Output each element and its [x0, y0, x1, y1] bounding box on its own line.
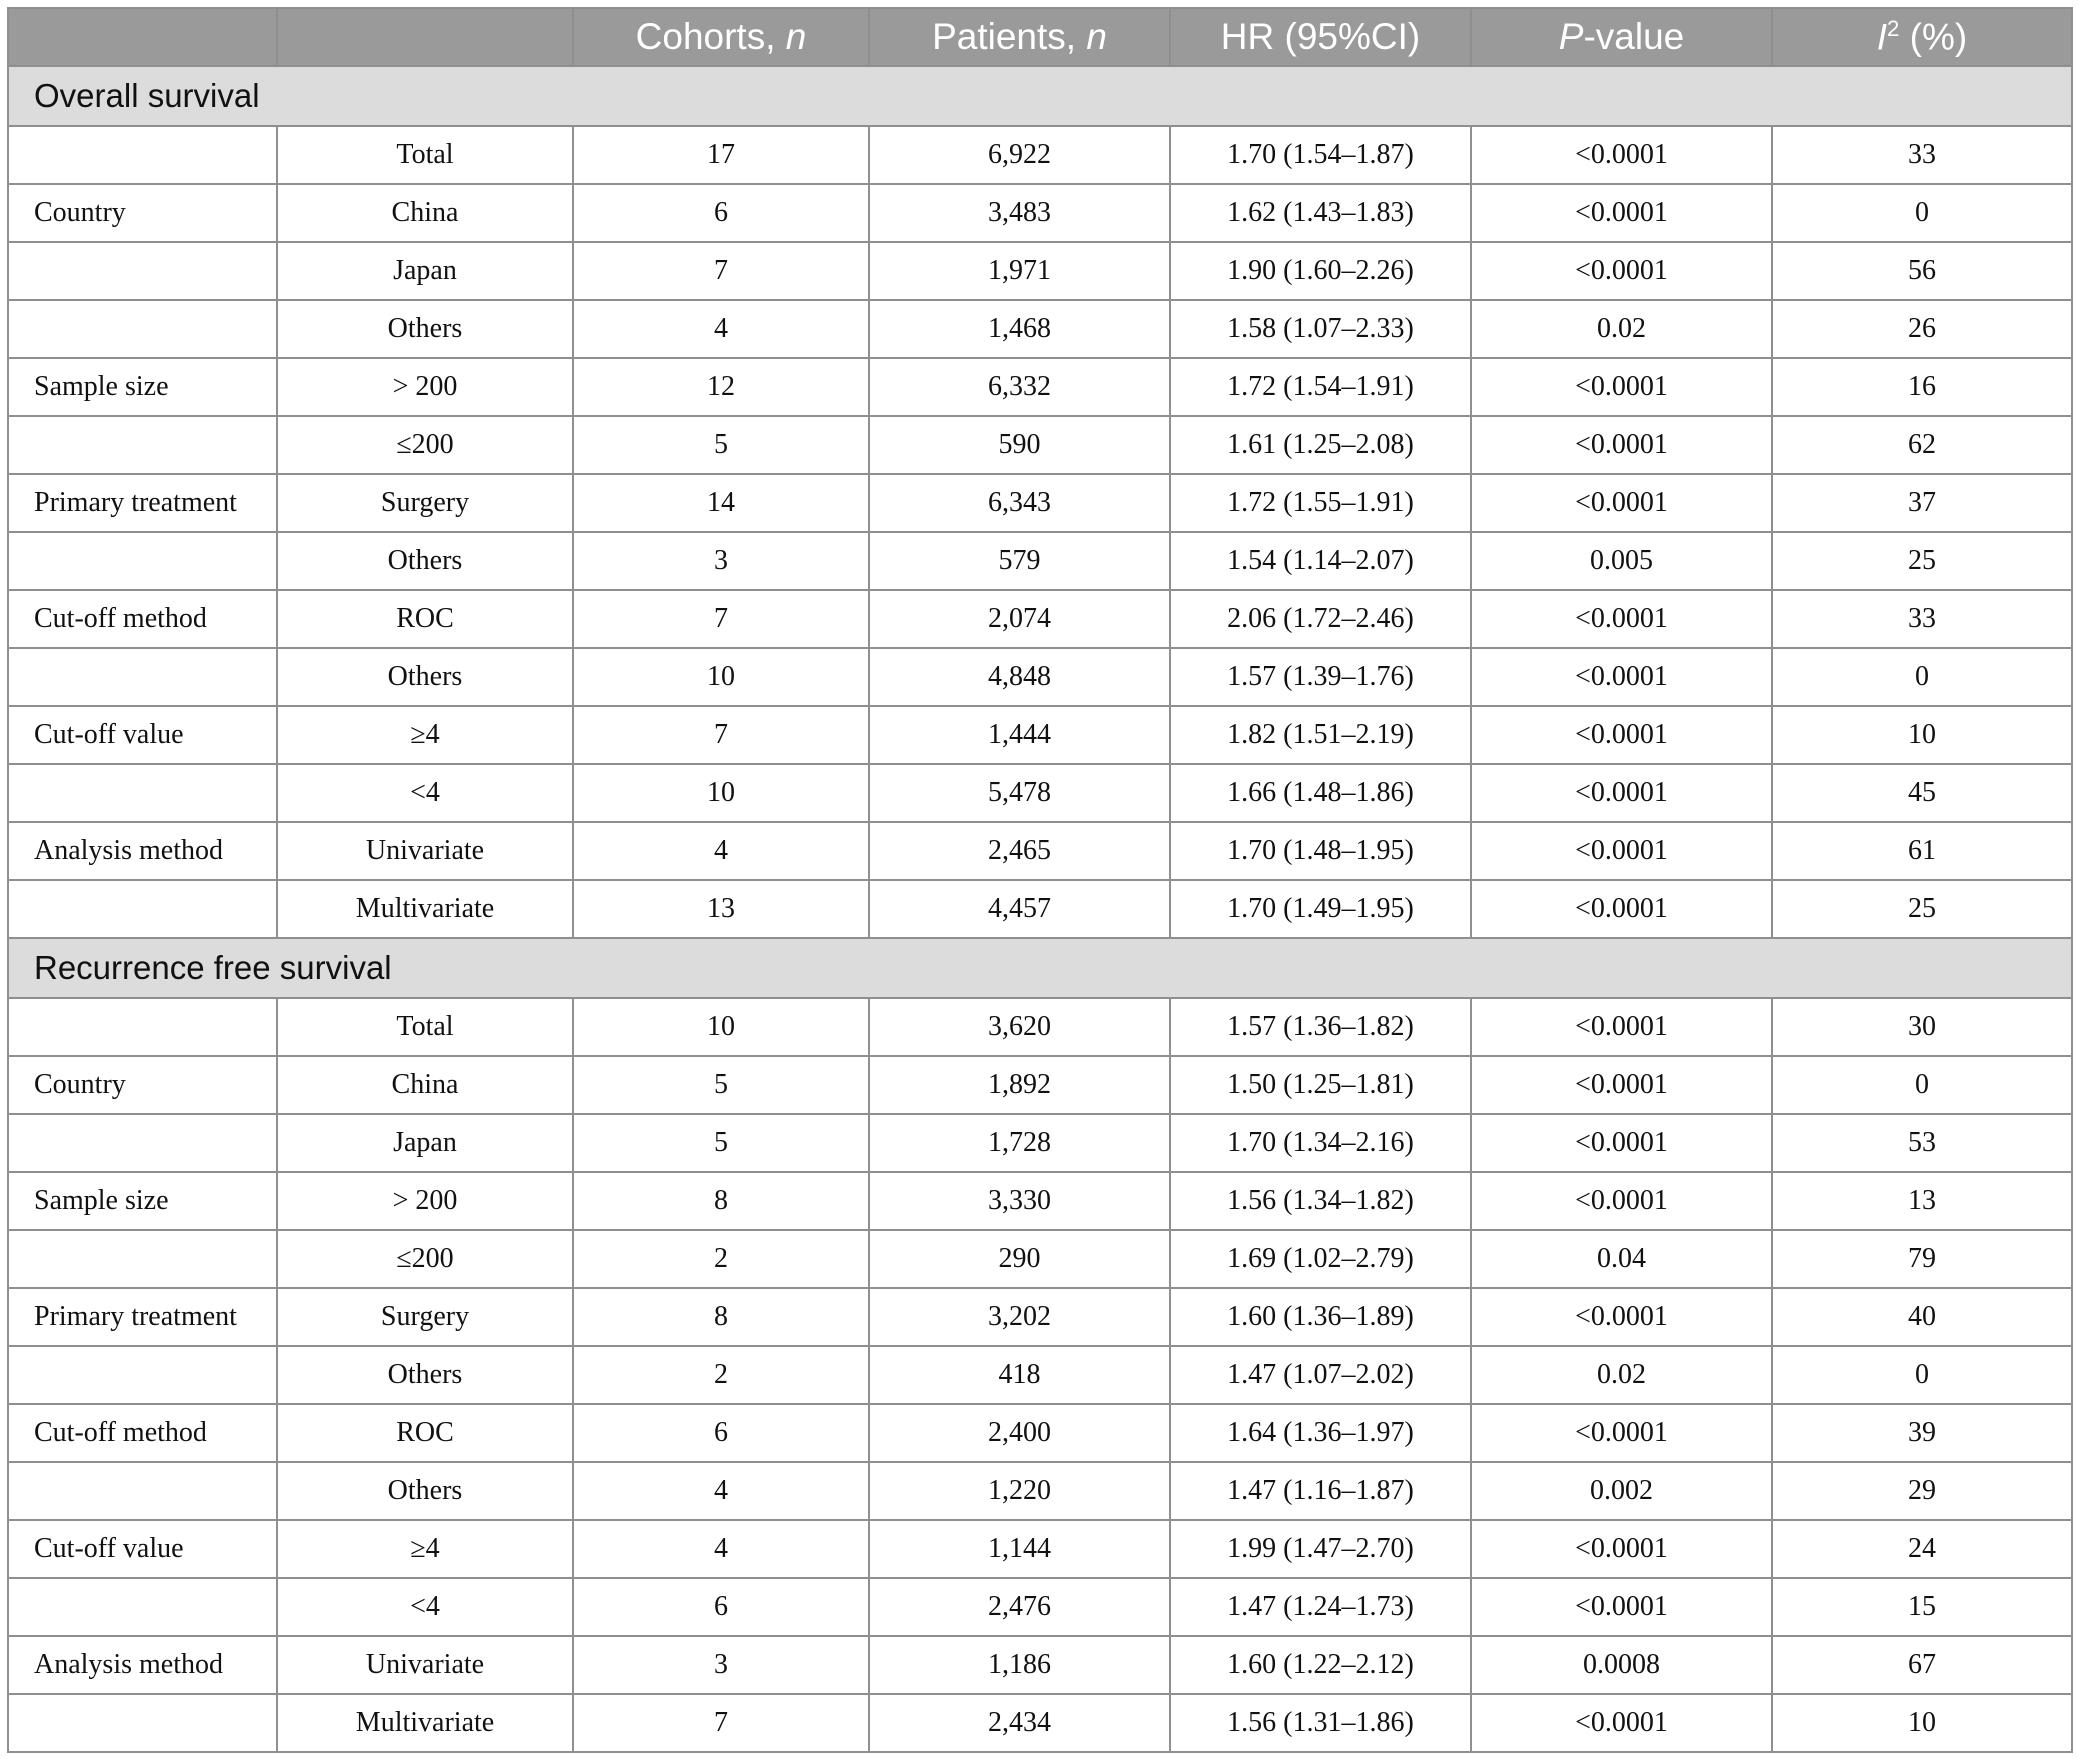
cell-subgroup: ROC [277, 590, 573, 648]
cell-hr: 1.60 (1.36–1.89) [1170, 1288, 1471, 1346]
cell-p-value: <0.0001 [1471, 184, 1772, 242]
cell-patients: 290 [869, 1230, 1170, 1288]
table-row [8, 1172, 2072, 1230]
cell-cohorts: 4 [573, 1462, 869, 1520]
section-header-row [8, 938, 2072, 998]
cell-hr: 1.60 (1.22–2.12) [1170, 1636, 1471, 1694]
cell-hr: 1.47 (1.07–2.02) [1170, 1346, 1471, 1404]
cell-cohorts: 6 [573, 184, 869, 242]
cell-group: Country [8, 184, 277, 242]
cell-cohorts: 8 [573, 1172, 869, 1230]
cell-patients: 3,620 [869, 998, 1170, 1056]
cell-patients: 4,457 [869, 880, 1170, 938]
table-row [8, 300, 2072, 358]
cell-cohorts: 10 [573, 648, 869, 706]
cell-i2: 24 [1772, 1520, 2072, 1578]
cell-hr: 1.99 (1.47–2.70) [1170, 1520, 1471, 1578]
cell-group: Analysis method [8, 1636, 277, 1694]
cell-subgroup: Japan [277, 1114, 573, 1172]
cell-group [8, 1694, 277, 1752]
cell-cohorts: 4 [573, 300, 869, 358]
section-title: Recurrence free survival [8, 938, 2072, 998]
cell-subgroup: Surgery [277, 1288, 573, 1346]
cell-i2: 0 [1772, 1056, 2072, 1114]
cell-subgroup: Total [277, 126, 573, 184]
cell-patients: 2,476 [869, 1578, 1170, 1636]
cell-i2: 45 [1772, 764, 2072, 822]
header-cohorts [573, 8, 869, 66]
cell-hr: 1.54 (1.14–2.07) [1170, 532, 1471, 590]
cell-i2: 61 [1772, 822, 2072, 880]
cell-p-value: 0.02 [1471, 300, 1772, 358]
cell-group [8, 532, 277, 590]
subgroup-analysis-table [7, 7, 2073, 1753]
header-patients [869, 8, 1170, 66]
cell-group [8, 998, 277, 1056]
cell-cohorts: 4 [573, 822, 869, 880]
cell-group [8, 1114, 277, 1172]
cell-p-value: <0.0001 [1471, 1056, 1772, 1114]
cell-group: Sample size [8, 1172, 277, 1230]
cell-hr: 1.56 (1.31–1.86) [1170, 1694, 1471, 1752]
table-row [8, 416, 2072, 474]
cell-hr: 1.64 (1.36–1.97) [1170, 1404, 1471, 1462]
cell-subgroup: <4 [277, 1578, 573, 1636]
header-p-value [1471, 8, 1772, 66]
table-row [8, 126, 2072, 184]
cell-patients: 579 [869, 532, 1170, 590]
cell-i2: 79 [1772, 1230, 2072, 1288]
table-row [8, 1578, 2072, 1636]
cell-group [8, 648, 277, 706]
cell-group [8, 1462, 277, 1520]
cell-i2: 25 [1772, 880, 2072, 938]
cell-p-value: <0.0001 [1471, 822, 1772, 880]
cell-i2: 25 [1772, 532, 2072, 590]
table-row [8, 880, 2072, 938]
cell-cohorts: 2 [573, 1230, 869, 1288]
table-row [8, 590, 2072, 648]
header-group [8, 8, 277, 66]
cell-patients: 1,186 [869, 1636, 1170, 1694]
cell-i2: 16 [1772, 358, 2072, 416]
cell-p-value: <0.0001 [1471, 648, 1772, 706]
cell-subgroup: Multivariate [277, 1694, 573, 1752]
header-i2-suffix: (%) [1899, 16, 1968, 58]
cell-i2: 40 [1772, 1288, 2072, 1346]
cell-hr: 1.70 (1.34–2.16) [1170, 1114, 1471, 1172]
cell-cohorts: 6 [573, 1578, 869, 1636]
cell-group [8, 242, 277, 300]
cell-p-value: <0.0001 [1471, 416, 1772, 474]
header-p-prefix: P [1558, 16, 1584, 57]
cell-p-value: <0.0001 [1471, 1694, 1772, 1752]
table-row [8, 1230, 2072, 1288]
cell-patients: 6,922 [869, 126, 1170, 184]
cell-cohorts: 8 [573, 1288, 869, 1346]
table-row [8, 358, 2072, 416]
cell-hr: 1.56 (1.34–1.82) [1170, 1172, 1471, 1230]
cell-cohorts: 7 [573, 590, 869, 648]
cell-hr: 1.70 (1.49–1.95) [1170, 880, 1471, 938]
cell-cohorts: 14 [573, 474, 869, 532]
cell-p-value: <0.0001 [1471, 242, 1772, 300]
cell-p-value: <0.0001 [1471, 1288, 1772, 1346]
header-patients-label: Patients, [932, 16, 1087, 57]
cell-p-value: <0.0001 [1471, 1404, 1772, 1462]
cell-i2: 39 [1772, 1404, 2072, 1462]
cell-subgroup: ≥4 [277, 706, 573, 764]
cell-p-value: <0.0001 [1471, 764, 1772, 822]
cell-group: Cut-off value [8, 1520, 277, 1578]
header-patients-n: n [1086, 16, 1107, 57]
table-row [8, 1404, 2072, 1462]
cell-p-value: <0.0001 [1471, 126, 1772, 184]
cell-p-value: <0.0001 [1471, 474, 1772, 532]
cell-hr: 1.57 (1.36–1.82) [1170, 998, 1471, 1056]
cell-hr: 1.47 (1.24–1.73) [1170, 1578, 1471, 1636]
table-row [8, 998, 2072, 1056]
cell-group: Primary treatment [8, 474, 277, 532]
cell-i2: 67 [1772, 1636, 2072, 1694]
table-row [8, 706, 2072, 764]
cell-subgroup: <4 [277, 764, 573, 822]
cell-group [8, 880, 277, 938]
cell-p-value: 0.0008 [1471, 1636, 1772, 1694]
cell-patients: 418 [869, 1346, 1170, 1404]
cell-group: Primary treatment [8, 1288, 277, 1346]
cell-subgroup: Multivariate [277, 880, 573, 938]
table-row [8, 1694, 2072, 1752]
cell-subgroup: > 200 [277, 1172, 573, 1230]
table-row [8, 1636, 2072, 1694]
cell-group [8, 1230, 277, 1288]
cell-patients: 1,728 [869, 1114, 1170, 1172]
cell-subgroup: ≤200 [277, 416, 573, 474]
cell-subgroup: Total [277, 998, 573, 1056]
cell-subgroup: China [277, 184, 573, 242]
cell-i2: 56 [1772, 242, 2072, 300]
cell-cohorts: 7 [573, 1694, 869, 1752]
cell-hr: 1.90 (1.60–2.26) [1170, 242, 1471, 300]
cell-cohorts: 10 [573, 764, 869, 822]
section-title: Overall survival [8, 66, 2072, 126]
cell-subgroup: Others [277, 532, 573, 590]
cell-cohorts: 5 [573, 416, 869, 474]
cell-patients: 2,400 [869, 1404, 1170, 1462]
cell-group [8, 416, 277, 474]
table-row [8, 1056, 2072, 1114]
cell-hr: 1.82 (1.51–2.19) [1170, 706, 1471, 764]
cell-cohorts: 3 [573, 1636, 869, 1694]
cell-group: Cut-off method [8, 590, 277, 648]
table-row [8, 1462, 2072, 1520]
table-header-row [8, 8, 2072, 66]
cell-group: Analysis method [8, 822, 277, 880]
header-i2 [1772, 8, 2072, 66]
cell-patients: 2,465 [869, 822, 1170, 880]
cell-hr: 1.57 (1.39–1.76) [1170, 648, 1471, 706]
table-row [8, 184, 2072, 242]
cell-subgroup: ROC [277, 1404, 573, 1462]
cell-patients: 1,892 [869, 1056, 1170, 1114]
header-hr: HR (95%CI) [1170, 8, 1471, 66]
cell-subgroup: Surgery [277, 474, 573, 532]
table-row [8, 474, 2072, 532]
table-row [8, 1114, 2072, 1172]
cell-hr: 1.66 (1.48–1.86) [1170, 764, 1471, 822]
cell-i2: 0 [1772, 184, 2072, 242]
cell-hr: 2.06 (1.72–2.46) [1170, 590, 1471, 648]
header-p-suffix: -value [1583, 16, 1685, 57]
cell-i2: 10 [1772, 1694, 2072, 1752]
cell-cohorts: 5 [573, 1114, 869, 1172]
cell-group [8, 1346, 277, 1404]
cell-p-value: <0.0001 [1471, 590, 1772, 648]
cell-hr: 1.62 (1.43–1.83) [1170, 184, 1471, 242]
cell-patients: 3,330 [869, 1172, 1170, 1230]
cell-subgroup: Univariate [277, 1636, 573, 1694]
cell-hr: 1.69 (1.02–2.79) [1170, 1230, 1471, 1288]
cell-patients: 1,144 [869, 1520, 1170, 1578]
table-row [8, 242, 2072, 300]
cell-group: Sample size [8, 358, 277, 416]
cell-i2: 15 [1772, 1578, 2072, 1636]
cell-patients: 6,332 [869, 358, 1170, 416]
cell-i2: 30 [1772, 998, 2072, 1056]
header-cohorts-n: n [785, 16, 807, 57]
cell-p-value: <0.0001 [1471, 1578, 1772, 1636]
cell-subgroup: ≥4 [277, 1520, 573, 1578]
cell-group [8, 126, 277, 184]
cell-hr: 1.72 (1.55–1.91) [1170, 474, 1471, 532]
cell-subgroup: Others [277, 648, 573, 706]
cell-i2: 13 [1772, 1172, 2072, 1230]
section-header-row [8, 66, 2072, 126]
cell-group [8, 1578, 277, 1636]
cell-hr: 1.70 (1.48–1.95) [1170, 822, 1471, 880]
cell-i2: 37 [1772, 474, 2072, 532]
cell-group: Country [8, 1056, 277, 1114]
cell-patients: 2,074 [869, 590, 1170, 648]
header-i2-sup: 2 [1887, 15, 1900, 41]
header-subgroup [277, 8, 573, 66]
cell-group: Cut-off method [8, 1404, 277, 1462]
cell-cohorts: 12 [573, 358, 869, 416]
cell-i2: 33 [1772, 126, 2072, 184]
cell-cohorts: 13 [573, 880, 869, 938]
table-row [8, 1288, 2072, 1346]
cell-patients: 1,444 [869, 706, 1170, 764]
cell-p-value: <0.0001 [1471, 706, 1772, 764]
cell-cohorts: 3 [573, 532, 869, 590]
cell-p-value: 0.02 [1471, 1346, 1772, 1404]
cell-p-value: 0.005 [1471, 532, 1772, 590]
cell-cohorts: 17 [573, 126, 869, 184]
cell-hr: 1.61 (1.25–2.08) [1170, 416, 1471, 474]
cell-i2: 0 [1772, 1346, 2072, 1404]
cell-subgroup: Japan [277, 242, 573, 300]
cell-cohorts: 5 [573, 1056, 869, 1114]
cell-patients: 6,343 [869, 474, 1170, 532]
cell-patients: 2,434 [869, 1694, 1170, 1752]
cell-subgroup: ≤200 [277, 1230, 573, 1288]
cell-i2: 10 [1772, 706, 2072, 764]
cell-hr: 1.50 (1.25–1.81) [1170, 1056, 1471, 1114]
header-i2-i: I [1876, 16, 1888, 58]
cell-p-value: <0.0001 [1471, 1172, 1772, 1230]
table-row [8, 822, 2072, 880]
header-cohorts-label: Cohorts, [635, 16, 786, 57]
cell-group: Cut-off value [8, 706, 277, 764]
cell-subgroup: Univariate [277, 822, 573, 880]
table-row [8, 1346, 2072, 1404]
cell-patients: 5,478 [869, 764, 1170, 822]
cell-patients: 1,971 [869, 242, 1170, 300]
cell-group [8, 300, 277, 358]
cell-i2: 33 [1772, 590, 2072, 648]
cell-i2: 26 [1772, 300, 2072, 358]
cell-cohorts: 7 [573, 242, 869, 300]
cell-p-value: <0.0001 [1471, 1520, 1772, 1578]
cell-p-value: <0.0001 [1471, 998, 1772, 1056]
cell-patients: 3,483 [869, 184, 1170, 242]
cell-patients: 1,468 [869, 300, 1170, 358]
cell-p-value: <0.0001 [1471, 358, 1772, 416]
cell-i2: 29 [1772, 1462, 2072, 1520]
table-row [8, 532, 2072, 590]
cell-cohorts: 2 [573, 1346, 869, 1404]
cell-hr: 1.70 (1.54–1.87) [1170, 126, 1471, 184]
cell-subgroup: Others [277, 1462, 573, 1520]
cell-cohorts: 6 [573, 1404, 869, 1462]
cell-p-value: 0.04 [1471, 1230, 1772, 1288]
cell-patients: 1,220 [869, 1462, 1170, 1520]
cell-patients: 3,202 [869, 1288, 1170, 1346]
cell-p-value: 0.002 [1471, 1462, 1772, 1520]
table-row [8, 1520, 2072, 1578]
cell-hr: 1.58 (1.07–2.33) [1170, 300, 1471, 358]
cell-i2: 62 [1772, 416, 2072, 474]
cell-p-value: <0.0001 [1471, 880, 1772, 938]
cell-subgroup: China [277, 1056, 573, 1114]
table-body [8, 66, 2072, 1752]
table-row [8, 764, 2072, 822]
cell-subgroup: Others [277, 300, 573, 358]
cell-cohorts: 4 [573, 1520, 869, 1578]
cell-subgroup: > 200 [277, 358, 573, 416]
cell-hr: 1.72 (1.54–1.91) [1170, 358, 1471, 416]
cell-hr: 1.47 (1.16–1.87) [1170, 1462, 1471, 1520]
cell-subgroup: Others [277, 1346, 573, 1404]
cell-i2: 0 [1772, 648, 2072, 706]
cell-patients: 4,848 [869, 648, 1170, 706]
cell-patients: 590 [869, 416, 1170, 474]
cell-group [8, 764, 277, 822]
cell-cohorts: 7 [573, 706, 869, 764]
cell-i2: 53 [1772, 1114, 2072, 1172]
cell-cohorts: 10 [573, 998, 869, 1056]
cell-p-value: <0.0001 [1471, 1114, 1772, 1172]
table-row [8, 648, 2072, 706]
